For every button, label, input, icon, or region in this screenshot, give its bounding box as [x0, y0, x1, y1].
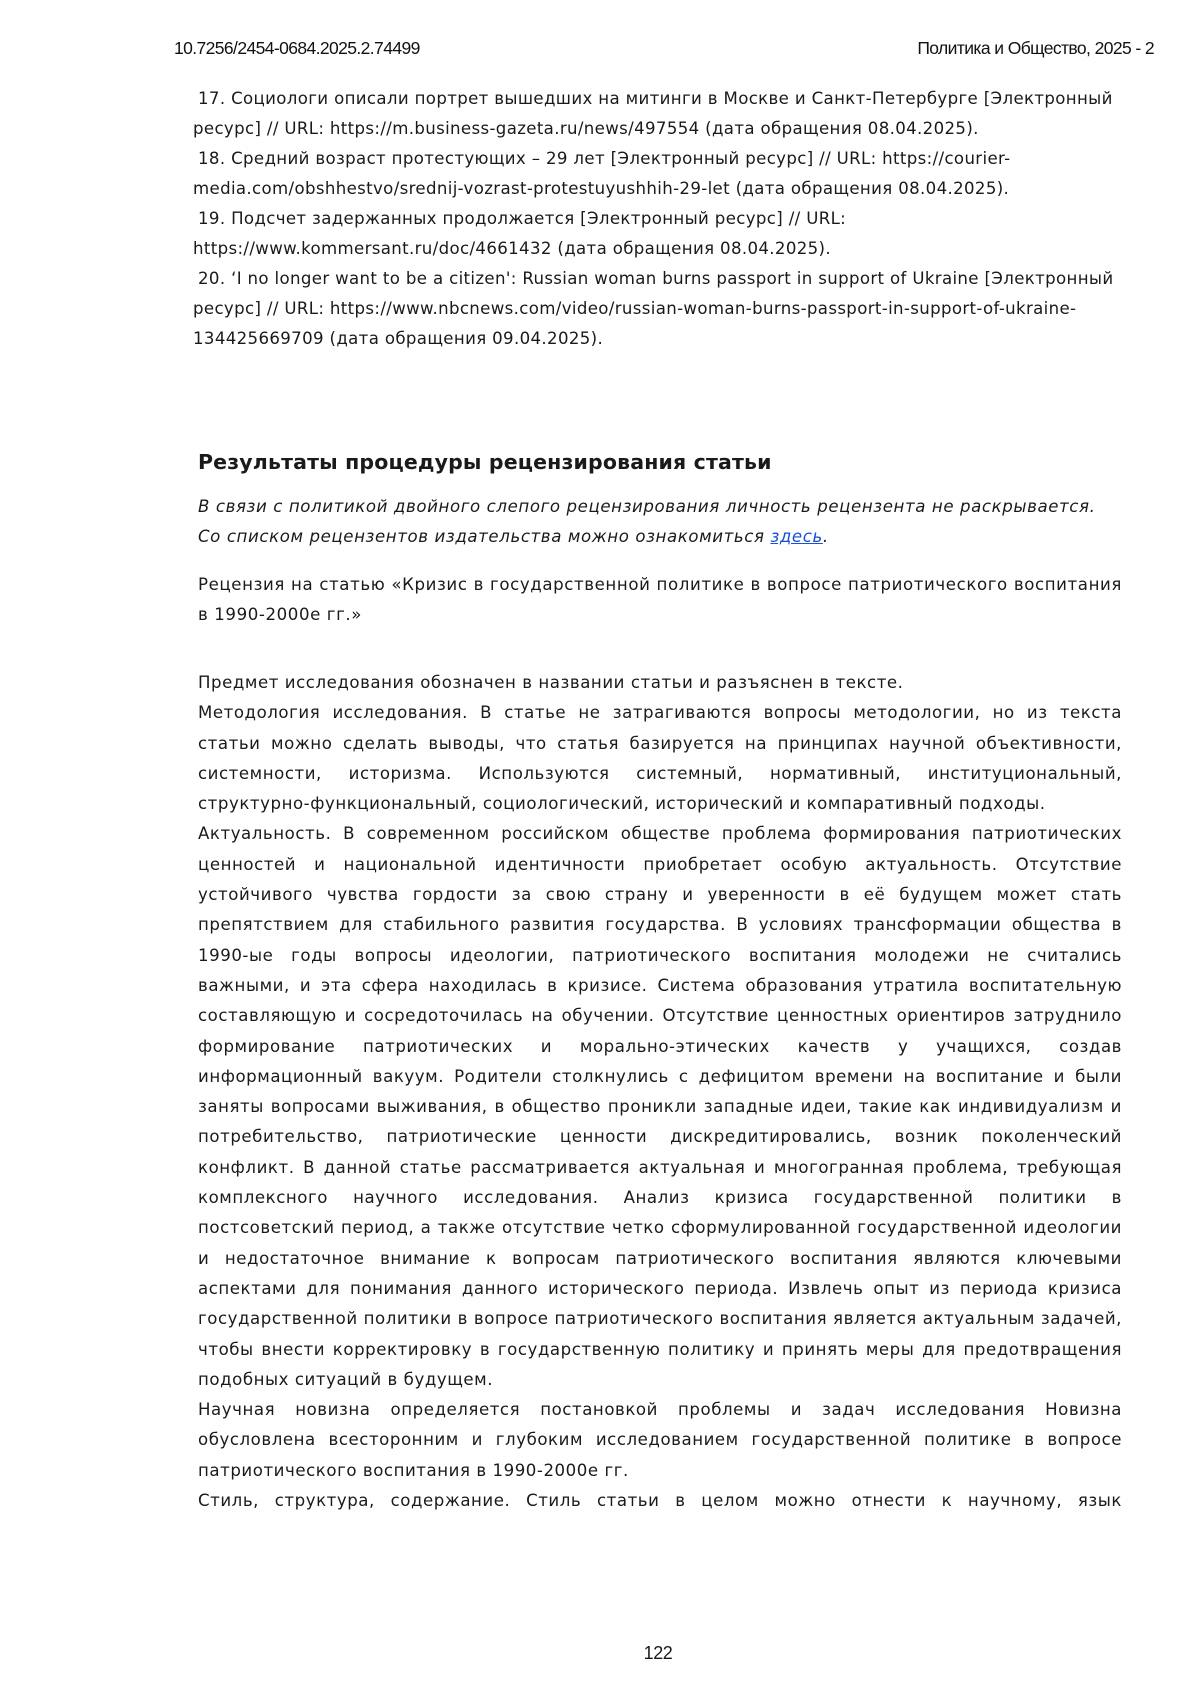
review-paragraph: Стиль, структура, содержание. Стиль статьи в целом можно отнести к научному, язык	[198, 1486, 1122, 1516]
review-paragraph: Методология исследования. В статье не затрагиваются вопросы методологии, но из текста статьи можно сделать выводы, что статья базируется на принципах научной объективности, системности, историзма. Используются системный, нормативный, институциональный, структурно-функциональный, социологический, исторический и компаративный подходы.	[198, 698, 1122, 819]
doi-text: 10.7256/2454-0684.2025.2.74499	[174, 38, 420, 59]
review-paragraph: Актуальность. В современном российском обществе проблема формирования патриотических ценностей и национальной идентичности приобретает особую актуальность. Отсутствие устойчивого чувства гордости за свою страну и уверенности в её будущем может стать препятствием для стабильного развития государства. В условиях трансформации общества в 1990-ые годы вопросы идеологии, патриотического воспитания молодежи не считались важными, и эта сфера находилась в кризисе. Система образования утратила воспитательную составляющую и сосредоточилась на обучении. Отсутствие ценностных ориентиров затруднило формирование патриотических и морально-этических качеств у учащихся, создав информационный вакуум. Родители столкнулись с дефицитом времени на воспитание и были заняты вопросами выживания, в общество проникли западные идеи, такие как индивидуализм и потребительство, патриотические ценности дискредитировались, возник поколенческий конфликт. В данной статье рассматривается актуальная и многогранная проблема, требующая комплексного научного исследования. Анализ кризиса государственной политики в постсоветский период, а также отсутствие четко сформулированной государственной идеологии и недостаточное внимание к вопросам патриотического воспитания являются ключевыми аспектами для понимания данного исторического периода. Извлечь опыт из периода кризиса государственной политики в вопросе патриотического воспитания является актуальным задачей, чтобы внести корректировку в государственную политику и принять меры для предотвращения подобных ситуаций в будущем.	[198, 819, 1122, 1395]
journal-issue: Политика и Общество, 2025 - 2	[917, 38, 1154, 59]
review-paragraph: Научная новизна определяется постановкой проблемы и задач исследования Новизна обусловлена всесторонним и глубоким исследованием государственной политике в вопросе патриотического воспитания в 1990-2000е гг.	[198, 1395, 1122, 1486]
reviewers-note-period: .	[823, 527, 829, 546]
review-notes	[198, 492, 1122, 552]
reviewers-note-text: Со списком рецензентов издательства можно ознакомиться	[198, 527, 770, 546]
review-title: Рецензия на статью «Кризис в государственной политике в вопросе патриотического воспитания в 1990-2000е гг.»	[198, 570, 1122, 630]
review-heading: Результаты процедуры рецензирования статьи	[198, 450, 1122, 474]
reference-item: 18. Средний возраст протестующих – 29 лет [Электронный ресурс] // URL: https://courier-media.com/obshhestvo/srednij-vozrast-protestuyushhih-29-let (дата обращения 08.04.2025).	[193, 144, 1127, 204]
review-paragraph: Предмет исследования обозначен в названии статьи и разъяснен в тексте.	[198, 668, 1122, 698]
reviewers-list-link[interactable]: здесь	[770, 527, 822, 546]
reference-item: 17. Социологи описали портрет вышедших на митинги в Москве и Санкт-Петербурге [Электронный ресурс] // URL: https://m.business-gazeta.ru/news/497554 (дата обращения 08.04.2025).	[193, 84, 1127, 144]
reference-item: 20. ‘I no longer want to be a citizen': Russian woman burns passport in support of Ukraine [Электронный ресурс] // URL: https://www.nbcnews.com/video/russian-woman-burns-passport-in-support-of-ukraine-134425669709 (дата обращения 09.04.2025).	[193, 264, 1127, 354]
page-number: 122	[0, 1643, 1200, 1664]
reference-item: 19. Подсчет задержанных продолжается [Электронный ресурс] // URL: https://www.kommersant.ru/doc/4661432 (дата обращения 08.04.2025).	[193, 204, 1127, 264]
reference-list	[193, 84, 1127, 354]
blind-review-note: В связи с политикой двойного слепого рецензирования личность рецензента не раскрывается.	[198, 492, 1122, 522]
running-header	[174, 38, 1154, 59]
review-body	[198, 668, 1122, 1516]
review-section	[198, 450, 1122, 1516]
reviewers-list-note	[198, 522, 1122, 552]
